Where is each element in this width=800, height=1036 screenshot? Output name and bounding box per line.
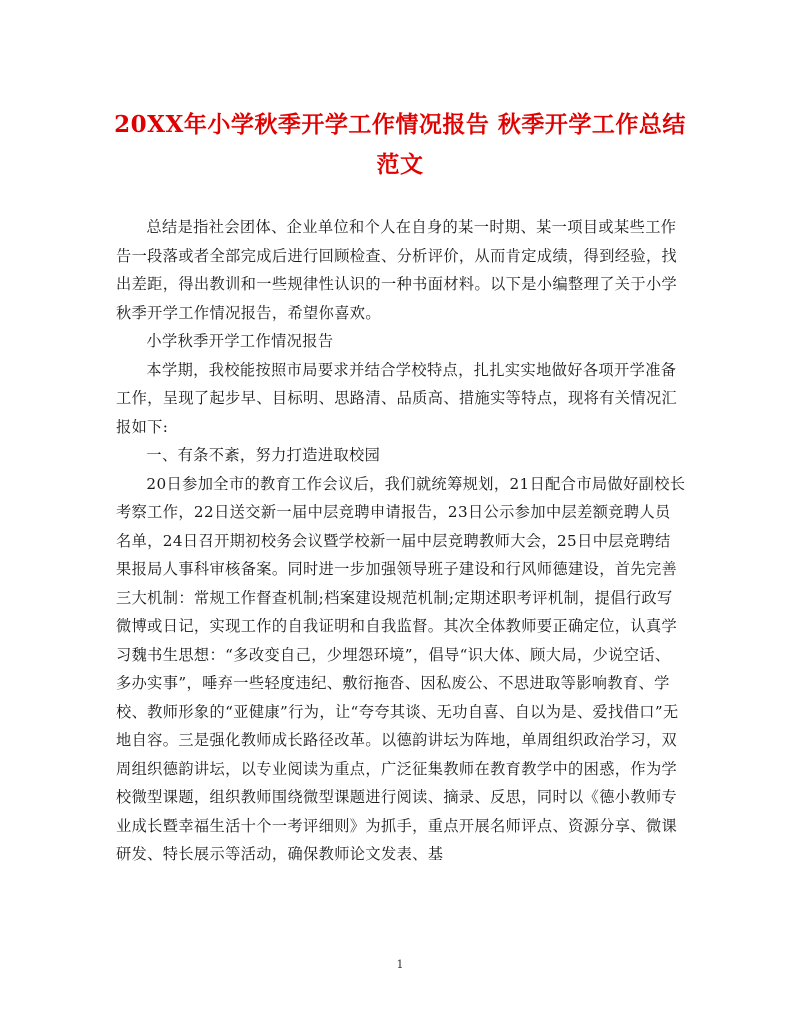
section-heading-1: 一、有条不紊，努力打造进取校园 xyxy=(146,446,381,464)
overview-paragraph: 本学期，我校能按照市局要求并结合学校特点，扎扎实实地做好各项开学准备工作，呈现了起步早、目标明、思路清、品质高、措施实等特点，现将有关情况汇报如下: xyxy=(116,360,678,436)
document-title: 20XX年小学秋季开学工作情况报告 秋季开学工作总结范文 xyxy=(114,111,686,178)
page-number: 1 xyxy=(396,958,404,971)
intro-paragraph: 总结是指社会团体、企业单位和个人在自身的某一时期、某一项目或某些工作告一段落或者全部完成后进行回顾检查、分析评价，从而肯定成绩，得到经验，找出差距，得出教训和一些规律性认识的一种书面材料。以下是小编整理了关于小学秋季开学工作情况报告，希望你喜欢。 xyxy=(116,218,678,322)
document-body xyxy=(116,213,686,869)
report-heading: 小学秋季开学工作情况报告 xyxy=(146,332,334,350)
section-1-paragraph: 20日参加全市的教育工作会议后，我们就统筹规划，21日配合市局做好副校长考察工作，22日送交新一届中层竞聘申请报告，23日公示参加中层差额竞聘人员名单，24日召开期初校务会议暨学校新一届中层竞聘教师大会，25日中层竞聘结果报局人事科审核备案。同时进一步加强领导班子建设和行风师德建设，首先完善三大机制：常规工作督查机制;档案建设规范机制;定期述职考评机制，提倡行政写微博或日记，实现工作的自我证明和自我监督。其次全体教师要正确定位，认真学习魏书生思想：“多改变自己，少埋怨环境”，倡导“识大体、顾大局，少说空话、多办实事”，唾弃一些轻度违纪、敷衍拖沓、因私废公、不思进取等影响教育、学校、教师形象的“亚健康”行为，让“夸夸其谈、无功自喜、自以为是、爱找借口”无地自容。三是强化教师成长路径改革。以德韵讲坛为阵地，单周组织政治学习，双周组织德韵讲坛，以专业阅读为重点，广泛征集教师在教育教学中的困惑，作为学校微型课题，组织教师围绕微型课题进行阅读、摘录、反思，同时以《德小教师专业成长暨幸福生活十个一考评细则》为抓手，重点开展名师评点、资源分享、微课研发、特长展示等活动，确保教师论文发表、基 xyxy=(116,474,686,863)
